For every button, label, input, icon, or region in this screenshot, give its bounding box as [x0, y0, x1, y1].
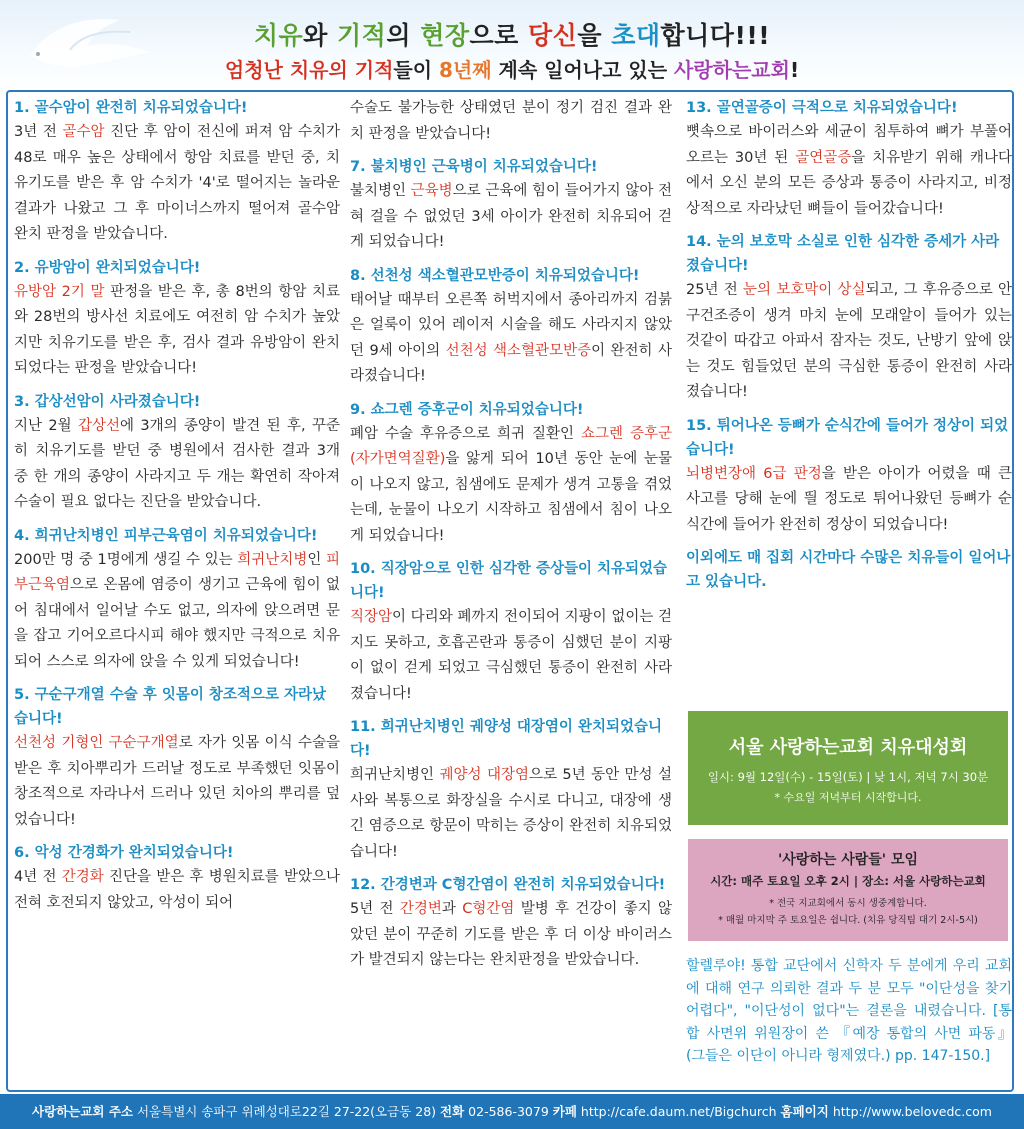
meeting-note-2: * 매월 마지막 주 토요일은 쉽니다. (치유 당직팀 대기 2시-5시) [718, 915, 978, 926]
meeting-box [688, 839, 1008, 941]
section-body [14, 548, 340, 676]
body-text: 25년 전 [686, 282, 743, 298]
highlight-text: 궤양성 대장염 [439, 767, 529, 783]
highlight-text: C형간염 [462, 901, 515, 917]
doctrine-statement: 할렐루야! 통합 교단에서 신학자 두 분에게 우리 교회에 대해 연구 의뢰한 결과 두 분 모두 "이단성을 찾기 어렵다", "이단성이 없다"는 결론을 내렸습니다. [통합 사면위 위원장이 쓴 『예장 통합의 사면 파동』 (그들은 이단이 아니라 형제였다.) pp. 147-150.] [686, 958, 1012, 1064]
headline-1 [0, 16, 1024, 52]
body-text: 로 자가 잇몸 이식 수술을 받은 후 치아뿌리가 드러날 정도로 부족했던 잇몸이 창조적으로 자라나서 드러나 있던 치아의 뿌리를 덮었습니다! [14, 735, 341, 828]
highlight-text: 유방암 2기 말 [14, 283, 105, 300]
footer-home-label: 홈페이지 [780, 1104, 829, 1119]
section-body [686, 462, 1012, 539]
meeting-note-1: * 전국 지교회에서 동시 생중계합니다. [769, 898, 927, 909]
body-text: 200만 명 중 1명에게 생길 수 있는 [14, 551, 238, 568]
section-title: 3. 갑상선암이 사라졌습니다! [14, 393, 201, 410]
section-title: 8. 선천성 색소혈관모반증이 치유되었습니다! [350, 267, 640, 284]
highlight-text: 골연골증 [795, 149, 852, 166]
footer-bar [0, 1094, 1024, 1129]
highlight-text: 간경화 [61, 869, 104, 885]
highlight-text: 쇼그렌 증후군(자가면역질환) [350, 425, 672, 467]
body-text: 태어날 때부터 오른쪽 허벅지에서 종아리까지 검붉은 얼룩이 있어 레이저 시술을 해도 사라지지 않았던 9세 아이의 [350, 291, 672, 359]
h1-segment: 기적 [337, 21, 387, 50]
meeting-title: '사랑하는 사람들' 모임 [777, 852, 919, 868]
section-body [686, 120, 1012, 222]
h1-segment: 현장 [420, 21, 470, 50]
body-text: 진단을 받은 후 병원치료를 받았으나 전혀 호전되지 않았고, 악성이 되어 [14, 869, 340, 911]
section-body [350, 179, 672, 256]
h2-segment: 들이 [393, 58, 440, 82]
highlight-text: 직장암 [350, 609, 393, 625]
h1-segment: 와 [303, 21, 338, 50]
highlight-text: 간경변 [399, 901, 442, 917]
section-title: 12. 간경변과 C형간염이 완전히 치유되었습니다! [350, 877, 666, 893]
section-title: 7. 불치병인 근육병이 치유되었습니다! [350, 159, 598, 175]
h1-segment: 의 [386, 21, 421, 50]
section-body [14, 865, 340, 916]
h1-segment: 초대 [611, 21, 661, 50]
body-text: 수술도 불가능한 상태였던 분이 정기 검진 결과 완치 판정을 받았습니다! [350, 100, 672, 142]
section-body [686, 278, 1012, 406]
h1-segment: 으로 [469, 21, 529, 50]
section-title: 2. 유방암이 완치되었습니다! [14, 259, 201, 276]
section-body [14, 731, 340, 833]
body-text: 뼛속으로 바이러스와 세균이 침투하여 뼈가 부풀어 오르는 30년 된 [686, 124, 1012, 166]
footer-address: 서울특별시 송파구 위례성대로22길 27-22(오금동 28) [136, 1104, 437, 1119]
body-text: 으로 온몸에 염증이 생기고 근육에 힘이 없어 침대에서 일어날 수도 없고, 의자에 앉으려면 문을 잡고 기어오르다시피 해야 했지만 극적으로 치유되어 스스로 의자에 앉을 수 있게 되었습니다! [14, 577, 340, 670]
headline-2 [0, 54, 1024, 83]
body-text: 폐암 수술 후유증으로 희귀 질환인 [350, 425, 581, 442]
body-text: 인 [307, 551, 326, 568]
highlight-text: 근육병 [410, 183, 453, 199]
highlight-text: 골수암 [62, 124, 105, 140]
highlight-text: 갑상선 [77, 417, 120, 434]
revival-event-box [688, 711, 1008, 825]
highlight-text: 선천성 색소혈관모반증 [445, 342, 592, 359]
h1-segment: 치유 [253, 21, 304, 50]
column-1 [14, 96, 340, 924]
section-title: 11. 희귀난치병인 궤양성 대장염이 완치되었습니다! [350, 719, 663, 759]
section-title: 10. 직장암으로 인한 심각한 증상들이 치유되었습니다! [350, 561, 668, 601]
body-text: 을 치유받기 위해 캐나다에서 오신 분의 모든 증상과 통증이 사라지고, 비정상적으로 자라났던 뼈들이 들어갔습니다! [686, 149, 1012, 217]
section-body [14, 120, 340, 248]
section-title: 6. 악성 간경화가 완치되었습니다! [14, 845, 234, 861]
section-title: 13. 골연골증이 극적으로 치유되었습니다! [686, 100, 958, 116]
section-title: 4. 희귀난치병인 피부근육염이 치유되었습니다! [14, 527, 318, 544]
event-title: 서울 사랑하는교회 치유대성회 [728, 737, 968, 758]
footer-cafe-link[interactable]: http://cafe.daum.net/Bigchurch [580, 1104, 777, 1119]
column-3 [686, 96, 1012, 594]
section-title: 5. 구순구개열 수술 후 잇몸이 창조적으로 자라났습니다! [14, 687, 327, 727]
body-text: 을 받은 아이가 어렸을 때 큰 사고를 당해 눈에 띌 정도로 튀어나왔던 등뼈가 순식간에 들어가 완전히 정상이 되었습니다! [686, 465, 1012, 533]
body-text: 이 완전히 사라졌습니다! [350, 342, 672, 384]
section-body [350, 422, 672, 550]
body-text: 진단 후 암이 전신에 퍼져 암 수치가 48로 매우 높은 상태에서 항암 치료를 받던 중, 치유기도를 받은 후 암 수치가 '4'로 떨어지는 놀라운 결과가 나왔고 그 후 마이너스까지 떨어져 골수암 완치 판정을 받았습니다. [14, 124, 340, 242]
body-text: 3년 전 [14, 124, 63, 140]
section-body [350, 605, 672, 707]
footer-phone-label: 전화 [440, 1104, 465, 1119]
highlight-text: 뇌병변장애 6급 판정 [686, 465, 822, 482]
section-title: 9. 쇼그렌 증후군이 치유되었습니다! [350, 401, 584, 418]
h2-segment: 계속 일어나고 있는 [491, 58, 675, 82]
highlight-text: 눈의 보호막이 상실 [742, 282, 866, 298]
body-text: 으로 5년 동안 만성 설사와 복통으로 화장실을 수시로 다니고, 대장에 생긴 염증으로 항문이 막히는 증상이 완전히 치유되었습니다! [350, 767, 672, 860]
section-body [350, 897, 672, 974]
footer-home-link[interactable]: http://www.belovedc.com [832, 1104, 992, 1119]
body-text: 5년 전 [350, 901, 400, 917]
body-text: 을 앓게 되어 10년 동안 눈에 눈물이 나오지 않고, 침샘에도 문제가 생겨 고통을 겪었는데, 눈물이 나오기 시작하고 침샘에서 침이 나오게 되었습니다! [350, 451, 672, 544]
meeting-time-place: 시간: 매주 토요일 오후 2시 | 장소: 서울 사랑하는교회 [710, 874, 986, 888]
h2-segment: ! [789, 58, 800, 82]
column-2 [350, 96, 672, 982]
body-text: 에 3개의 종양이 발견 된 후, 꾸준히 치유기도를 받던 중 병원에서 검사한 결과 3개 중 한 개의 종양이 사라지고 두 개는 확연히 작아져 수술이 필요 없다는 진단을 받았습니다. [14, 417, 340, 510]
more-healings-note: 이외에도 매 집회 시간마다 수많은 치유들이 일어나고 있습니다. [686, 550, 1011, 590]
event-note: * 수요일 저녁부터 시작합니다. [774, 791, 922, 804]
body-text: 과 [441, 901, 463, 917]
event-schedule: 일시: 9월 12일(수) - 15일(토) | 낮 1시, 저녁 7시 30분 [707, 770, 989, 784]
body-text: 불치병인 [350, 183, 411, 199]
highlight-text: 희귀난치병 [237, 551, 308, 568]
body-text: 되고, 그 후유증으로 안구건조증이 생겨 마치 눈에 모래알이 들어가 있는 것같이 따갑고 아파서 잠자는 것도, 난방기 앞에 앉는 것도 힘들었던 분의 극심한 통증이 완전히 사라졌습니다! [686, 282, 1013, 400]
footer-cafe-label: 카페 [552, 1104, 577, 1119]
highlight-text: 피부근육염 [14, 551, 340, 593]
body-text: 으로 근육에 힘이 들어가지 않아 전혀 걸을 수 없었던 3세 아이가 완전히 치유되어 걷게 되었습니다! [350, 183, 672, 250]
section-title: 1. 골수암이 완전히 치유되었습니다! [14, 100, 248, 116]
body-text: 이 다리와 폐까지 전이되어 지팡이 없이는 걷지도 못하고, 호흡곤란과 통증이 심했던 분이 지팡이 없이 걷게 되었고 극심했던 통증이 완전히 사라졌습니다! [350, 609, 672, 702]
footer-phone: 02-586-3079 [468, 1104, 549, 1119]
h1-segment: 을 [577, 21, 612, 50]
section-body [350, 763, 672, 865]
h1-segment: 합니다!!! [660, 21, 771, 50]
h2-segment: 사랑하는교회 [674, 58, 790, 82]
h2-segment: 8년째 [439, 58, 492, 82]
section-body [350, 96, 672, 147]
body-text: 4년 전 [14, 869, 62, 885]
header-banner [0, 0, 1024, 90]
section-body [350, 288, 672, 390]
body-text: 지난 2월 [14, 417, 78, 434]
section-body [14, 280, 340, 382]
body-text: 판정을 받은 후, 총 8번의 항암 치료와 28번의 방사선 치료에도 여전히 암 수치가 높았지만 치유기도를 받은 후, 검사 결과 유방암이 완치되었다는 판정을 받았습니다! [14, 283, 340, 376]
section-title: 14. 눈의 보호막 소실로 인한 심각한 증세가 사라졌습니다! [686, 234, 1000, 274]
section-body [14, 414, 340, 516]
h1-segment: 당신 [528, 21, 578, 50]
footer-church-label: 사랑하는교회 주소 [32, 1104, 133, 1119]
body-text: 희귀난치병인 [350, 767, 440, 783]
body-text: 발병 후 건강이 좋지 않았던 분이 꾸준히 기도를 받은 후 더 이상 바이러스가 발견되지 않는다는 완치판정을 받았습니다. [350, 901, 673, 968]
section-title: 15. 튀어나온 등뼈가 순식간에 들어가 정상이 되었습니다! [686, 417, 1009, 458]
highlight-text: 선천성 기형인 구순구개열 [14, 735, 179, 751]
h2-segment: 엄청난 치유의 기적 [224, 58, 394, 82]
